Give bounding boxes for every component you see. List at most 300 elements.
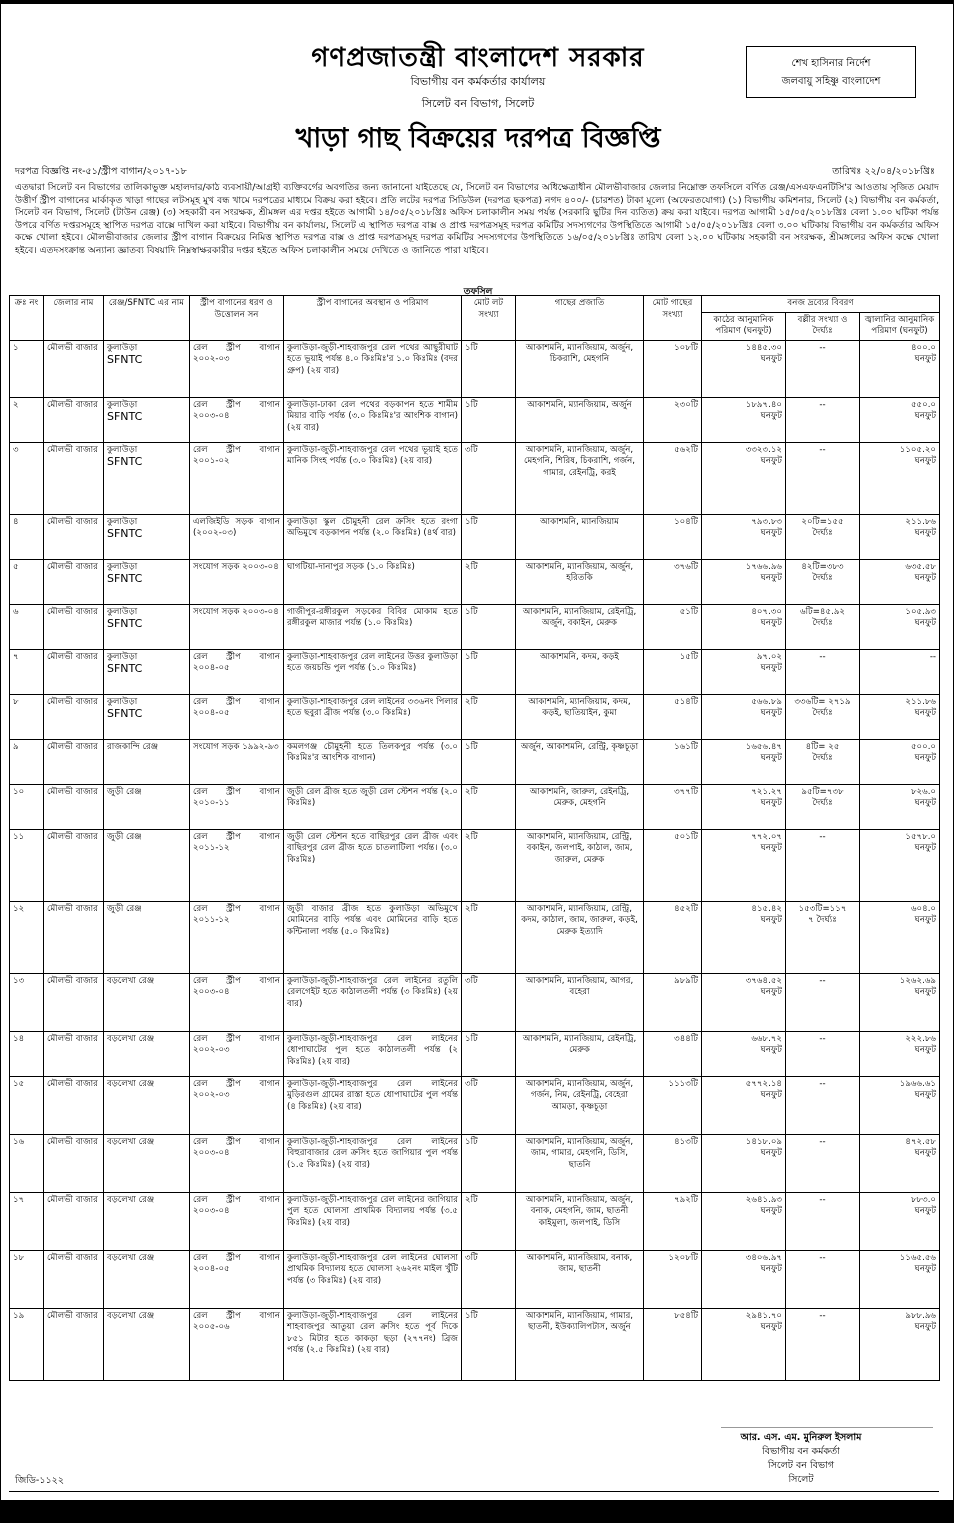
cell-sl bbox=[10, 340, 44, 397]
table-row bbox=[10, 694, 940, 739]
cell-trees bbox=[644, 604, 702, 649]
cell-fuel bbox=[860, 739, 940, 784]
cell-range-text: বড়লেখা রেঞ্জ bbox=[107, 1033, 155, 1044]
cell-range-text: কুলাউড়া bbox=[107, 606, 138, 617]
cell-range-text: জুড়ী রেঞ্জ bbox=[107, 831, 142, 842]
cell-location-text: কুলাউড়া-জুড়ী-শাহবাজপুর রেল পথের ভূয়াই হতে মানিক সিংহ পর্যন্ত (৩.০ কিঃমিঃ) (২য় বার) bbox=[287, 444, 458, 466]
cell-species-text: আকাশমনি, ম্যানজিয়াম, অর্জুন bbox=[527, 399, 632, 410]
cell-fuel-text: ঘনফুট bbox=[914, 753, 937, 763]
header-district: জেলার নাম bbox=[44, 296, 104, 341]
office-name: বিভাগীয় বন কর্মকর্তার কার্যালয় bbox=[410, 75, 546, 88]
cell-district bbox=[44, 397, 104, 442]
notice-title: খাড়া গাছ বিক্রয়ের দরপত্র বিজ্ঞপ্তি bbox=[295, 123, 661, 154]
cell-type-text: রেল স্ট্রীপ বাগান ২০০১-০২ bbox=[193, 444, 280, 466]
cell-poles bbox=[786, 739, 860, 784]
cell-range bbox=[104, 604, 190, 649]
cell-lots bbox=[462, 1192, 516, 1250]
memo-number: দরপত্র বিজ্ঞপ্তি নং-৫১/স্ট্রীপ বাগান/২০১৭-১৮ bbox=[15, 166, 187, 177]
cell-trees-text: ৩৪৪টি bbox=[674, 1033, 698, 1044]
cell-timber-text: ১৪৪৫.৩০ bbox=[745, 342, 782, 353]
cell-timber-text: ঘনফুট bbox=[760, 618, 782, 628]
cell-range-text: কুলাউড়া bbox=[107, 516, 138, 527]
table-row bbox=[10, 559, 940, 604]
cell-fuel-text: ১১০৫.২০ bbox=[899, 444, 937, 455]
cell-location-text: কুলাউড়া-জুড়ী-শাহবাজপুর রেল লাইনের রতুলি রেলগেইট হতে কাঠালতলী পর্যন্ত (৩ কিঃমিঃ) (২য় বার) bbox=[287, 975, 458, 1009]
cell-sl bbox=[10, 1076, 44, 1134]
cell-species bbox=[516, 442, 644, 514]
cell-lots bbox=[462, 1031, 516, 1076]
cell-range-text: বড়লেখা রেঞ্জ bbox=[107, 1078, 155, 1089]
cell-fuel bbox=[860, 1031, 940, 1076]
cell-fuel-text: ৪০০.০ bbox=[910, 342, 937, 353]
cell-district bbox=[44, 604, 104, 649]
cell-species-text: আকাশমনি, ম্যানজিয়াম, অর্জুন, গর্জন, নিম, রেইনট্রি, বেহেরা আমড়া, কৃষ্ণচূড়া bbox=[525, 1078, 634, 1112]
cell-type bbox=[190, 397, 284, 442]
cell-species-text: আকাশমনি, ম্যানজিয়াম, রেন্ট্রি, কদম, কাঠাল, জাম, জারুল, কড়ই, মেরুক ইত্যাদি bbox=[521, 903, 638, 937]
cell-type-text: সংযোগ সড়ক ২০০৩-০৪ bbox=[193, 561, 279, 572]
cell-range-text: SFNTC bbox=[107, 353, 143, 366]
cell-trees bbox=[644, 1192, 702, 1250]
cell-fuel bbox=[860, 973, 940, 1031]
cell-location bbox=[284, 340, 462, 397]
cell-timber-text: ১৬৫৬.৪৭ bbox=[745, 741, 782, 752]
table-row bbox=[10, 829, 940, 901]
header-timber: কাঠের আনুমানিক পরিমাণ (ঘনফুট) bbox=[702, 312, 786, 340]
cell-timber bbox=[702, 901, 786, 973]
cell-trees bbox=[644, 1134, 702, 1192]
cell-fuel-text: ৫৫০.০ bbox=[910, 399, 937, 410]
cell-sl-text: ১৮ bbox=[13, 1252, 25, 1263]
cell-poles bbox=[786, 1031, 860, 1076]
cell-poles bbox=[786, 1192, 860, 1250]
cell-district bbox=[44, 784, 104, 829]
cell-range-text: বড়লেখা রেঞ্জ bbox=[107, 1136, 155, 1147]
cell-lots bbox=[462, 397, 516, 442]
cell-timber-text: ৭৭২.০৭ bbox=[751, 831, 782, 842]
cell-trees-text: ৫১টি bbox=[679, 606, 698, 617]
cell-location bbox=[284, 1031, 462, 1076]
cell-location-text: কুলাউড়া স্কুল চৌমুহনী রেল ক্রসিং হতে রংগা অভিমুখে বড়কাপন পর্যন্ত (২.০ কিঃমিঃ) (৪র্থ বার) bbox=[287, 516, 458, 538]
cell-species-text: আকাশমনি, ম্যানজিয়াম, অর্জুন, মেহগনি, শিরিষ, চিকরাশি, গর্জন, গামার, রেইনট্রি, করই bbox=[524, 444, 635, 478]
cell-timber-text: ঘনফুট bbox=[760, 1045, 782, 1055]
cell-district bbox=[44, 1308, 104, 1380]
cell-poles-text: -- bbox=[819, 1033, 826, 1044]
cell-fuel-text: ঘনফুট bbox=[914, 456, 937, 466]
cell-district-text: মৌলভী বাজার bbox=[47, 516, 98, 527]
cell-timber bbox=[702, 829, 786, 901]
cell-type bbox=[190, 901, 284, 973]
cell-range-text: বড়লেখা রেঞ্জ bbox=[107, 1252, 155, 1263]
table-row bbox=[10, 784, 940, 829]
cell-sl bbox=[10, 649, 44, 694]
cell-range-text: SFNTC bbox=[107, 455, 143, 468]
cell-fuel-text: ঘনফুট bbox=[914, 411, 937, 421]
cell-district-text: মৌলভী বাজার bbox=[47, 399, 98, 410]
cell-range-text: বড়লেখা রেঞ্জ bbox=[107, 975, 155, 986]
cell-type bbox=[190, 604, 284, 649]
cell-species bbox=[516, 829, 644, 901]
cell-poles-text: দৈর্ঘ্যঃ bbox=[812, 708, 833, 718]
cell-type bbox=[190, 1308, 284, 1380]
cell-district bbox=[44, 1076, 104, 1134]
cell-lots-text: ২টি bbox=[465, 1194, 478, 1205]
cell-timber-text: ঘনফুট bbox=[760, 1322, 782, 1332]
cell-sl-text: ১৪ bbox=[13, 1033, 25, 1044]
cell-poles-text: -- bbox=[819, 831, 826, 842]
cell-poles-text: -- bbox=[819, 1078, 826, 1089]
cell-lots bbox=[462, 1076, 516, 1134]
cell-sl-text: ১১ bbox=[13, 831, 25, 842]
header-type: স্ট্রীপ বাগানের ধরণ ও উত্তোলন সন bbox=[190, 296, 284, 341]
cell-trees bbox=[644, 340, 702, 397]
cell-lots-text: ১টি bbox=[465, 1310, 478, 1321]
signatory-title: বিভাগীয় বন কর্মকর্তা bbox=[762, 1446, 840, 1457]
cell-sl-text: ১৬ bbox=[13, 1136, 25, 1147]
cell-fuel-text: ঘনফুট bbox=[914, 1206, 937, 1216]
header-sl: ক্রঃ নং bbox=[10, 296, 44, 341]
cell-species bbox=[516, 901, 644, 973]
cell-poles-text: দৈর্ঘ্যঃ bbox=[812, 618, 833, 628]
cell-trees bbox=[644, 1308, 702, 1380]
cell-timber-text: ঘনফুট bbox=[760, 354, 782, 364]
cell-timber bbox=[702, 1192, 786, 1250]
cell-lots-text: ২টি bbox=[465, 561, 478, 572]
cell-type-text: রেল স্ট্রীপ বাগান ২০০৩-০৪ bbox=[193, 399, 280, 421]
cell-species bbox=[516, 604, 644, 649]
cell-district bbox=[44, 1250, 104, 1308]
cell-district-text: মৌলভী বাজার bbox=[47, 786, 98, 797]
signatory-division: সিলেট বন বিভাগ bbox=[767, 1460, 835, 1471]
cell-district-text: মৌলভী বাজার bbox=[47, 741, 98, 752]
cell-fuel-text: ঘনফুট bbox=[914, 915, 937, 925]
cell-sl bbox=[10, 1031, 44, 1076]
cell-fuel-text: ঘনফুট bbox=[914, 1264, 937, 1274]
cell-species bbox=[516, 1076, 644, 1134]
cell-location bbox=[284, 1308, 462, 1380]
cell-type-text: রেল স্ট্রীপ বাগান ২০০৪-০৫ bbox=[193, 696, 280, 718]
cell-species bbox=[516, 1250, 644, 1308]
cell-species bbox=[516, 1192, 644, 1250]
cell-fuel-text: ৫০০.০ bbox=[910, 741, 937, 752]
cell-district-text: মৌলভী বাজার bbox=[47, 1136, 98, 1147]
cell-timber bbox=[702, 340, 786, 397]
cell-sl-text: ১৭ bbox=[13, 1194, 25, 1205]
cell-location-text: কুলাউড়া-জুড়ী-শাহবাজপুর রেল লাইনের মুড়িরগুল গ্রামের রাস্তা হতে ধোপাঘাটের পুল পর্যন্ত (৪ কিঃমিঃ) (২য় বার) bbox=[287, 1078, 458, 1112]
cell-type-text: রেল স্ট্রীপ বাগান ২০০২-০৩ bbox=[193, 342, 280, 364]
notice-body: এতদ্বারা সিলেট বন বিভাগের তালিকাভুক্ত মহালদার/কাঠ ব্যবসায়ী/আগ্রহী ব্যক্তিবর্গের অবগতির জন্য জানানো যাইতেছে যে, সিলেট বন বিভাগের অধিক্ষেত্রাধীন মৌলভীবাজার জেলার নিম্নোক্ত তফসিলে বর্ণিত রেঞ্জ/এসএফএনটিসি'র আওতায় সৃজিত মেয়াদ উত্তীর্ণ স্ট্রীপ বাগানের মার্কাকৃত খাড়া গাছের লটসমূহ মুখ বন্ধ খামে দরপত্রের মাধ্যমে বিক্রয় করা হইবে। প্রতি লটের দরপত্র সিডিউল (দরপত্র ছকপত্র) নগদ ৪০০/- (চারশত) টাকা মূল্যে (অফেরতযোগ্য) (১) বিভাগীয় কমিশনার, সিলেট (২) বিভাগীয় বন কর্মকর্তা, সিলেট বন বিভাগ, সিলেট (টাউন রেঞ্জ) (৩) সহকারী বন সংরক্ষক, শ্রীমঙ্গল এর দপ্তর হইতে আগামী ১৪/০৫/২০১৮খ্রিঃ অফিস চলাকালীন সময় পর্যন্ত (সরকারি ছুটির দিন ব্যতিত) ক্রয় করা যাইবে। দরপত্র আগামী ১৫/০৫/২০১৮খ্রিঃ বেলা ১.০০ ঘটিকা পর্যন্ত উপরে বর্ণিত দপ্তরসমূহে স্থাপিত দরপত্র বাক্সে দাখিল করা যাইবে। বিভাগীয় বন কার্যালয়, সিলেট এ স্থাপিত দরপত্র বাক্স ও প্রাপ্ত দরপত্রসমূহ দরপত্র কমিটির সদস্যগণের উপস্থিতিতে আগামী ১৫/০৫/২০১৮খ্রিঃ বেলা ৩.০০ ঘটিকায় বিভাগীয় বন কর্মকর্তার অফিস কক্ষে খোলা হইবে। মৌলভীবাজার জেলার স্ট্রীপ বাগান বিক্রয়ের নিমিত্ত স্থাপিত দরপত্র বাক্স ও প্রাপ্ত দরপত্রসমূহ দরপত্র কমিটির সদস্যগণের উপস্থিতিতে ১৬/০৫/২০১৮খ্রিঃ তারিখ বেলা ১২.০০ ঘটিকায় সহকারী বন সংরক্ষক, শ্রীমঙ্গলের অফিস কক্ষে খোলা হইবে। এতদসংক্রান্ত অন্যান্য জ্ঞাতব্য বিষয়াদি নিম্নস্বাক্ষরকারীর দপ্তর হইতে অফিস চলাকালীন সময়ে দেখিতে ও জানিতে পারা যাইবে। bbox=[15, 182, 939, 256]
cell-type bbox=[190, 442, 284, 514]
cell-fuel bbox=[860, 559, 940, 604]
cell-timber-text: ঘনফুট bbox=[760, 1090, 782, 1100]
cell-lots-text: ১টি bbox=[465, 651, 478, 662]
cell-district-text: মৌলভী বাজার bbox=[47, 696, 98, 707]
cell-location bbox=[284, 559, 462, 604]
cell-timber bbox=[702, 1076, 786, 1134]
cell-sl bbox=[10, 514, 44, 559]
cell-district-text: মৌলভী বাজার bbox=[47, 831, 98, 842]
cell-lots-text: ২টি bbox=[465, 903, 478, 914]
cell-species bbox=[516, 397, 644, 442]
cell-type bbox=[190, 1134, 284, 1192]
cell-trees-text: ৩৭৭টি bbox=[674, 786, 698, 797]
cell-fuel bbox=[860, 1192, 940, 1250]
cell-range bbox=[104, 397, 190, 442]
cell-sl-text: ৩ bbox=[13, 444, 19, 455]
cell-lots bbox=[462, 1250, 516, 1308]
cell-poles bbox=[786, 1134, 860, 1192]
cell-type-text: রেল স্ট্রীপ বাগান ২০০৫-০৬ bbox=[193, 1310, 280, 1332]
cell-district-text: মৌলভী বাজার bbox=[47, 606, 98, 617]
cell-fuel bbox=[860, 784, 940, 829]
header-species: গাছের প্রজাতি bbox=[516, 296, 644, 341]
table-row bbox=[10, 973, 940, 1031]
cell-species-text: আকাশমনি, ম্যানজিয়াম, গামার, ছাতনী, ইউক্যালিপটাস, অর্জুন bbox=[525, 1310, 634, 1332]
cell-timber-text: ঘনফুট bbox=[760, 915, 782, 925]
cell-range-text: রাজকান্দি রেঞ্জ bbox=[107, 741, 159, 752]
cell-location-text: কুলাউড়া-জুড়ী-শাহবাজপুর রেল লাইনের বিহুরাবাজার রেল ক্রসিং হতে জাগিয়ার পুল পর্যন্ত (১.৫ কিঃমিঃ) (২য় বার) bbox=[287, 1136, 458, 1170]
cell-poles-text: দৈর্ঘ্যঃ bbox=[812, 528, 833, 538]
cell-lots-text: ১টি bbox=[465, 606, 478, 617]
top-border bbox=[1, 1, 954, 8]
cell-fuel-text: ঘনফুট bbox=[914, 1090, 937, 1100]
cell-district-text: মৌলভী বাজার bbox=[47, 1310, 98, 1321]
cell-species bbox=[516, 1308, 644, 1380]
cell-poles-text: -- bbox=[819, 651, 826, 662]
cell-range-text: SFNTC bbox=[107, 410, 143, 423]
cell-lots bbox=[462, 442, 516, 514]
cell-type bbox=[190, 1250, 284, 1308]
cell-species-text: আকাশমনি, ম্যানজিয়াম, বনাক, জাম, ছাতনী bbox=[526, 1252, 633, 1274]
cell-species bbox=[516, 694, 644, 739]
cell-range-text: কুলাউড়া bbox=[107, 651, 138, 662]
cell-district-text: মৌলভী বাজার bbox=[47, 1194, 98, 1205]
cell-district bbox=[44, 559, 104, 604]
cell-poles-text: ১৫৩টি=১১৭ bbox=[798, 903, 847, 914]
schedule-table bbox=[9, 295, 940, 1381]
cell-fuel-text: ঘনফুট bbox=[914, 1148, 937, 1158]
division-name: সিলেট বন বিভাগ, সিলেট bbox=[421, 97, 535, 110]
cell-type-text: রেল স্ট্রীপ বাগান ২০১১-১২ bbox=[193, 831, 280, 853]
cell-species-text: আকাশমনি, ম্যানজিয়াম, অর্জুন, হরিতকি bbox=[525, 561, 634, 583]
cell-type bbox=[190, 340, 284, 397]
cell-range bbox=[104, 514, 190, 559]
table-row bbox=[10, 739, 940, 784]
table-row bbox=[10, 397, 940, 442]
cell-type-text: এলজিইডি সড়ক বাগান (২০০২-০৩) bbox=[193, 516, 280, 538]
cell-timber-text: ঘনফুট bbox=[760, 528, 782, 538]
cell-range-text: কুলাউড়া bbox=[107, 696, 138, 707]
cell-fuel-text: ঘনফুট bbox=[914, 618, 937, 628]
header-range: রেঞ্জ/SFNTC এর নাম bbox=[104, 296, 190, 341]
table-row bbox=[10, 1076, 940, 1134]
cell-timber bbox=[702, 784, 786, 829]
cell-timber-text: ৩৪০৬.৯৭ bbox=[745, 1252, 782, 1263]
cell-poles-text: ৩৩৬টি= ২৭১৯ bbox=[794, 696, 851, 707]
cell-location-text: কমলগঞ্জ চৌমুহনী হতে তিলকপুর পর্যন্ত (৩.০ কিঃমিঃ'র আংশিক বাগান) bbox=[287, 741, 458, 763]
cell-timber-text: ঘনফুট bbox=[760, 1206, 782, 1216]
cell-timber-text: ৩৭৬৪.৫২ bbox=[745, 975, 782, 986]
cell-location bbox=[284, 829, 462, 901]
cell-range bbox=[104, 901, 190, 973]
cell-location bbox=[284, 442, 462, 514]
cell-type-text: রেল স্ট্রীপ বাগান ২০০৩-০৪ bbox=[193, 1194, 280, 1216]
cell-range-text: SFNTC bbox=[107, 527, 143, 540]
cell-species bbox=[516, 1134, 644, 1192]
cell-location-text: কুলাউড়া-শাহবাজপুর রেল লাইনের উত্তর কুলাউড়া হতে জয়চন্ডি পুল পর্যন্ত (১.০ কিঃমিঃ) bbox=[287, 651, 458, 673]
cell-species-text: আকাশমনি, জারুল, রেইনট্রি, মেরুক, মেহগনি bbox=[529, 786, 630, 808]
cell-timber-text: ১৮৯৭.৪০ bbox=[745, 399, 782, 410]
cell-location bbox=[284, 1250, 462, 1308]
cell-fuel-text: ২১১.৮৬ bbox=[905, 696, 937, 707]
cell-fuel bbox=[860, 397, 940, 442]
cell-type-text: রেল স্ট্রীপ বাগান ২০০৪-০৫ bbox=[193, 1252, 280, 1274]
cell-species-text: আকাশমনি, ম্যানজিয়াম, রেইনট্রি, অর্জুন, বকাইন, মেরুক bbox=[522, 606, 637, 628]
cell-district bbox=[44, 649, 104, 694]
cell-sl bbox=[10, 1192, 44, 1250]
cell-fuel bbox=[860, 901, 940, 973]
signature-divider bbox=[721, 1427, 933, 1428]
cell-range bbox=[104, 559, 190, 604]
cell-location bbox=[284, 784, 462, 829]
notice-date: তারিখঃ ২২/০৪/২০১৮খ্রিঃ bbox=[832, 166, 935, 177]
bottom-border bbox=[1, 1500, 954, 1522]
cell-timber-text: ৭৯৩.৮৩ bbox=[751, 516, 782, 527]
cell-district bbox=[44, 694, 104, 739]
cell-type bbox=[190, 559, 284, 604]
table-row bbox=[10, 1192, 940, 1250]
cell-fuel bbox=[860, 1308, 940, 1380]
cell-sl bbox=[10, 901, 44, 973]
cell-range-text: জুড়ী রেঞ্জ bbox=[107, 903, 142, 914]
header-trees: মোট গাছের সংখ্যা bbox=[644, 296, 702, 341]
cell-location-text: কুলাউড়া-জুড়ী-শাহবাজপুর রেল লাইনের শাহবাজপুর আতুয়া রেল ক্রসিং হতে পূর্ব দিকে ৮৫১ মিটার হতে কাকড়া ছড়া (২৭৭নং) ব্রিজ পর্যন্ত (২.৫ কিঃমিঃ) (২য় বার) bbox=[287, 1310, 458, 1355]
cell-sl bbox=[10, 397, 44, 442]
cell-poles-text: ২০টি=১৫৫ bbox=[801, 516, 844, 527]
cell-range-text: SFNTC bbox=[107, 662, 143, 675]
cell-lots bbox=[462, 901, 516, 973]
cell-poles bbox=[786, 1308, 860, 1380]
cell-fuel-text: ঘনফুট bbox=[914, 528, 937, 538]
cell-sl bbox=[10, 739, 44, 784]
cell-trees-text: ১৬১টি bbox=[674, 741, 698, 752]
cell-trees bbox=[644, 442, 702, 514]
cell-timber-text: ঘনফুট bbox=[760, 1148, 782, 1158]
cell-fuel bbox=[860, 1250, 940, 1308]
cell-timber bbox=[702, 442, 786, 514]
slogan-line-1: শেখ হাসিনার নির্দেশ bbox=[791, 58, 871, 69]
cell-sl-text: ২ bbox=[13, 399, 19, 410]
cell-species bbox=[516, 340, 644, 397]
cell-sl bbox=[10, 1250, 44, 1308]
cell-poles bbox=[786, 901, 860, 973]
cell-type bbox=[190, 784, 284, 829]
cell-district bbox=[44, 973, 104, 1031]
cell-poles-text: -- bbox=[819, 1310, 826, 1321]
cell-fuel-text: ১২৬২.৬৯ bbox=[899, 975, 937, 986]
cell-lots-text: ২টি bbox=[465, 831, 478, 842]
cell-lots bbox=[462, 694, 516, 739]
cell-timber-text: ৫৬৬.৮৯ bbox=[751, 696, 782, 707]
cell-poles-text: ৬টি=৪৫.৯২ bbox=[800, 606, 845, 617]
cell-sl-text: ৬ bbox=[13, 606, 19, 617]
cell-timber bbox=[702, 514, 786, 559]
cell-range-text: SFNTC bbox=[107, 572, 143, 585]
cell-range-text: কুলাউড়া bbox=[107, 444, 138, 455]
cell-lots bbox=[462, 649, 516, 694]
cell-type bbox=[190, 649, 284, 694]
cell-trees bbox=[644, 514, 702, 559]
cell-fuel bbox=[860, 514, 940, 559]
cell-timber-text: ৭২১.২৭ bbox=[751, 786, 782, 797]
cell-fuel-text: ৬০৪.০ bbox=[910, 903, 937, 914]
cell-lots-text: ১টি bbox=[465, 741, 478, 752]
cell-fuel-text: ঘনফুট bbox=[914, 1322, 937, 1332]
cell-species-text: আকাশমনি, ম্যানজিয়াম, অর্জুন, চিকরাশি, মেহগনি bbox=[525, 342, 634, 364]
cell-sl-text: ৫ bbox=[13, 561, 19, 572]
cell-lots-text: ২টি bbox=[465, 786, 478, 797]
cell-range-text: বড়লেখা রেঞ্জ bbox=[107, 1310, 155, 1321]
cell-poles bbox=[786, 784, 860, 829]
cell-poles-text: -- bbox=[819, 444, 826, 455]
cell-timber bbox=[702, 397, 786, 442]
cell-range-text: SFNTC bbox=[107, 707, 143, 720]
cell-poles-text: -- bbox=[819, 1252, 826, 1263]
cell-type-text: রেল স্ট্রীপ বাগান ২০০২-০৩ bbox=[193, 1078, 280, 1100]
cell-location bbox=[284, 739, 462, 784]
cell-species bbox=[516, 973, 644, 1031]
cell-sl-text: ৮ bbox=[13, 696, 19, 707]
cell-fuel-text: ঘনফুট bbox=[914, 987, 937, 997]
cell-fuel-text: ২২২.৮৬ bbox=[905, 1033, 937, 1044]
cell-type-text: সংযোগ সড়ক ১৯৯২-৯৩ bbox=[193, 741, 279, 752]
cell-poles-text: দৈর্ঘ্যঃ bbox=[812, 798, 833, 808]
cell-lots-text: ১টি bbox=[465, 342, 478, 353]
header-lots: মোট লট সংখ্যা bbox=[462, 296, 516, 341]
cell-trees-text: ১০৪টি bbox=[674, 516, 698, 527]
cell-type bbox=[190, 514, 284, 559]
header-fuel: জ্বালানির আনুমানিক পরিমাণ (ঘনফুট) bbox=[860, 312, 940, 340]
cell-district-text: মৌলভী বাজার bbox=[47, 1078, 98, 1089]
cell-lots-text: ২টি bbox=[465, 696, 478, 707]
cell-type bbox=[190, 1076, 284, 1134]
cell-type bbox=[190, 1192, 284, 1250]
cell-timber bbox=[702, 739, 786, 784]
cell-species-text: আকাশমনি, ম্যানজিয়াম, কদম, কড়ই, ছাতিয়াইন, কুমা bbox=[528, 696, 631, 718]
cell-district-text: মৌলভী বাজার bbox=[47, 651, 98, 662]
schedule-table-body bbox=[10, 340, 940, 1380]
cell-lots-text: ১টি bbox=[465, 1136, 478, 1147]
cell-poles-text: দৈর্ঘ্যঃ bbox=[812, 753, 833, 763]
cell-range bbox=[104, 649, 190, 694]
cell-location bbox=[284, 514, 462, 559]
cell-poles bbox=[786, 442, 860, 514]
cell-location bbox=[284, 694, 462, 739]
cell-sl-text: ১৩ bbox=[13, 975, 25, 986]
cell-timber-text: ঘনফুট bbox=[760, 573, 782, 583]
cell-sl-text: ১ bbox=[13, 342, 19, 353]
cell-sl bbox=[10, 829, 44, 901]
cell-sl bbox=[10, 784, 44, 829]
cell-fuel bbox=[860, 649, 940, 694]
cell-lots bbox=[462, 1134, 516, 1192]
cell-timber bbox=[702, 694, 786, 739]
cell-sl-text: ১৫ bbox=[13, 1078, 25, 1089]
header-location: স্ট্রীপ বাগানের অবস্থান ও পরিমাণ bbox=[284, 296, 462, 341]
cell-range bbox=[104, 973, 190, 1031]
cell-range-text: জুড়ী রেঞ্জ bbox=[107, 786, 142, 797]
cell-sl-text: ১২ bbox=[13, 903, 25, 914]
cell-species-text: আকাশমনি, ম্যানজিয়াম, অর্জুন, জাম, গামার, মেহগনি, ডিসি, ছাতনি bbox=[525, 1136, 634, 1170]
